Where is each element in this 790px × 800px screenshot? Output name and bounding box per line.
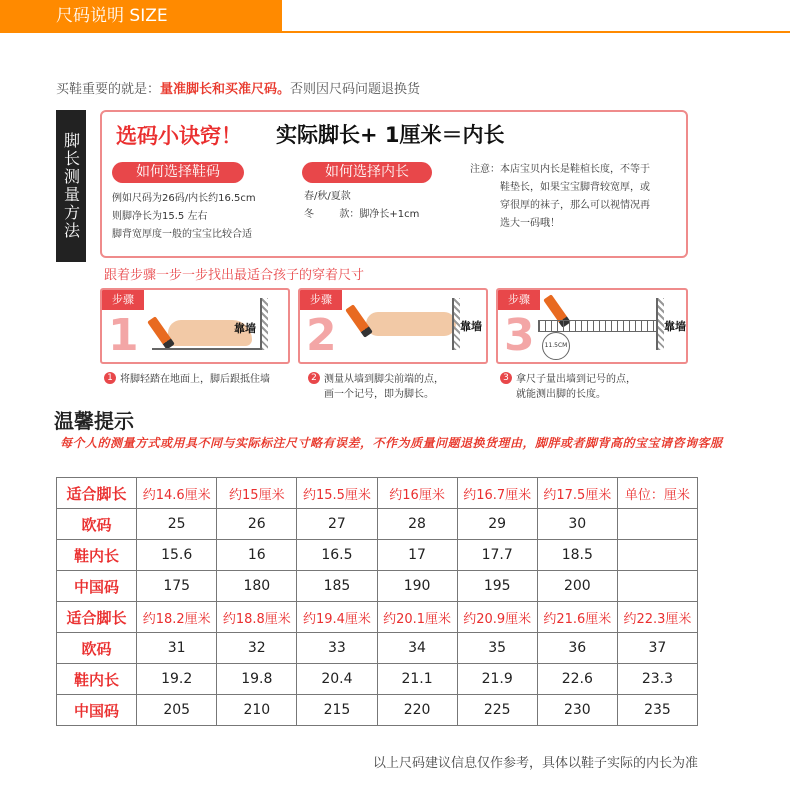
- table-cell: 约19.4厘米: [297, 602, 377, 633]
- row-label: 欧码: [57, 633, 137, 664]
- choose-size-line: 脚背宽厚度一般的宝宝比较合适: [112, 229, 252, 240]
- row-label: 中国码: [57, 571, 137, 602]
- choose-size-line: 例如尺码为26码/内长约16.5cm: [112, 193, 256, 204]
- table-cell: 215: [297, 695, 377, 726]
- ruler-label: 11.5CM: [542, 332, 570, 360]
- wall-label: 靠墙: [234, 322, 256, 335]
- table-cell: 16.5: [297, 540, 377, 571]
- tip-title: 选码小诀窍！: [116, 124, 242, 148]
- step-number: 1: [108, 310, 139, 361]
- table-cell: 180: [217, 571, 297, 602]
- note-line: 穿很厚的袜子，那么可以视情况再: [500, 200, 650, 211]
- intro-suffix: 否则因尺码问题退换货: [290, 82, 421, 97]
- table-row: [57, 633, 698, 664]
- step-3-caption: [500, 372, 636, 402]
- table-cell: 220: [377, 695, 457, 726]
- choose-size-text: [112, 190, 292, 244]
- floor-line: [152, 348, 262, 350]
- table-cell: 约14.6厘米: [137, 478, 217, 509]
- wall-label: 靠墙: [664, 320, 686, 333]
- table-cell: 22.6: [537, 664, 617, 695]
- choose-length-line: 冬 款：脚净长+1cm: [304, 209, 420, 220]
- table-cell: 25: [137, 509, 217, 540]
- table-cell: [617, 540, 697, 571]
- intro-highlight: 量准脚长和买准尺码。: [160, 82, 291, 97]
- table-cell: 23.3: [617, 664, 697, 695]
- row-label: 中国码: [57, 695, 137, 726]
- step-circle: 1: [104, 372, 116, 384]
- table-row: [57, 540, 698, 571]
- step-badge: 步骤: [300, 290, 342, 310]
- step-caption-line: 将脚轻踏在地面上，脚后跟抵住墙: [120, 374, 270, 385]
- table-cell: 34: [377, 633, 457, 664]
- table-cell: 235: [617, 695, 697, 726]
- step-number: 2: [306, 310, 337, 361]
- table-cell: [617, 509, 697, 540]
- table-cell: 175: [137, 571, 217, 602]
- table-cell: 约15厘米: [217, 478, 297, 509]
- table-cell: 21.1: [377, 664, 457, 695]
- step-caption-line: 画一个记号，即为脚长。: [324, 389, 434, 400]
- table-cell: 16: [217, 540, 297, 571]
- warm-tips-title: 温馨提示: [54, 409, 134, 433]
- table-cell: 35: [457, 633, 537, 664]
- choose-size-pill: 如何选择鞋码: [112, 162, 244, 183]
- step-caption-line: 拿尺子量出墙到记号的点，: [516, 374, 636, 385]
- table-cell: 约20.9厘米: [457, 602, 537, 633]
- step-circle: 3: [500, 372, 512, 384]
- table-cell: 230: [537, 695, 617, 726]
- warm-tips-text: 每个人的测量方式或用具不同与实际标注尺寸略有误差，不作为质量问题退换货理由，脚胖或者脚背高的宝宝请咨询客服: [60, 436, 723, 450]
- size-table: [56, 477, 698, 726]
- note-line: 注意：本店宝贝内长是鞋楦长度，不等于: [470, 164, 650, 175]
- foot-top-icon: [366, 312, 456, 336]
- note-line: 鞋垫长，如果宝宝脚背较宽厚，或: [500, 182, 650, 193]
- step-3-box: [496, 288, 688, 364]
- step-badge: 步骤: [102, 290, 144, 310]
- table-cell: 19.2: [137, 664, 217, 695]
- wall-icon: [260, 298, 268, 350]
- table-cell: 200: [537, 571, 617, 602]
- table-cell: 15.6: [137, 540, 217, 571]
- ruler-icon: [538, 320, 658, 332]
- table-cell: 33: [297, 633, 377, 664]
- steps-title: 跟着步骤一步一步找出最适合孩子的穿着尺寸: [104, 268, 365, 283]
- step-badge: 步骤: [498, 290, 540, 310]
- tip-note: [470, 161, 670, 233]
- wall-icon: [452, 298, 460, 350]
- step-2-caption: [308, 372, 444, 402]
- table-cell: 31: [137, 633, 217, 664]
- step-caption-line: 就能测出脚的长度。: [516, 389, 606, 400]
- table-row: [57, 571, 698, 602]
- table-cell: 约18.8厘米: [217, 602, 297, 633]
- table-cell: 17.7: [457, 540, 537, 571]
- step-circle: 2: [308, 372, 320, 384]
- row-label: 适合脚长: [57, 478, 137, 509]
- choose-size-line: 则脚净长为15.5 左右: [112, 211, 208, 222]
- step-1-box: [100, 288, 290, 364]
- table-cell: 190: [377, 571, 457, 602]
- note-line: 选大一码哦！: [500, 218, 560, 229]
- wall-label: 靠墙: [460, 320, 482, 333]
- intro-prefix: 买鞋重要的就是：: [56, 82, 161, 97]
- intro-text: [56, 78, 420, 97]
- table-cell: 17: [377, 540, 457, 571]
- table-row: [57, 509, 698, 540]
- table-cell: 约22.3厘米: [617, 602, 697, 633]
- table-cell: 约20.1厘米: [377, 602, 457, 633]
- table-header-row: [57, 478, 698, 509]
- step-1-caption: [104, 372, 270, 387]
- table-cell: 19.8: [217, 664, 297, 695]
- row-label: 鞋内长: [57, 540, 137, 571]
- choose-length-pill: 如何选择内长: [302, 162, 432, 183]
- step-caption-text: [516, 372, 636, 402]
- table-cell: 195: [457, 571, 537, 602]
- table-cell: 205: [137, 695, 217, 726]
- table-cell: 27: [297, 509, 377, 540]
- table-cell: 20.4: [297, 664, 377, 695]
- choose-length-line: 春/秋/夏款: [304, 191, 351, 202]
- table-cell: 185: [297, 571, 377, 602]
- row-label: 鞋内长: [57, 664, 137, 695]
- wall-icon: [656, 298, 664, 350]
- table-cell: 约18.2厘米: [137, 602, 217, 633]
- table-cell: [617, 571, 697, 602]
- table-cell: 28: [377, 509, 457, 540]
- table-cell: 单位：厘米: [617, 478, 697, 509]
- table-cell: 225: [457, 695, 537, 726]
- table-cell: 约15.5厘米: [297, 478, 377, 509]
- step-number: 3: [504, 310, 535, 361]
- step-caption-line: 测量从墙到脚尖前端的点，: [324, 374, 444, 385]
- table-cell: 约16厘米: [377, 478, 457, 509]
- table-cell: 约21.6厘米: [537, 602, 617, 633]
- table-cell: 36: [537, 633, 617, 664]
- table-row: [57, 664, 698, 695]
- footnote: 以上尺码建议信息仅作参考，具体以鞋子实际的内长为准: [372, 756, 698, 771]
- side-label: 脚长测量方法: [56, 110, 86, 262]
- row-label: 适合脚长: [57, 602, 137, 633]
- table-header-row: [57, 602, 698, 633]
- tip-formula: 实际脚长+ 1厘米＝内长: [276, 123, 505, 147]
- table-cell: 210: [217, 695, 297, 726]
- table-cell: 约16.7厘米: [457, 478, 537, 509]
- step-caption-text: [324, 372, 444, 402]
- table-cell: 21.9: [457, 664, 537, 695]
- table-cell: 37: [617, 633, 697, 664]
- table-cell: 30: [537, 509, 617, 540]
- choose-length-text: [304, 188, 464, 224]
- table-cell: 26: [217, 509, 297, 540]
- page-title: 尺码说明 SIZE DESCRIPTION: [0, 0, 282, 33]
- table-cell: 约17.5厘米: [537, 478, 617, 509]
- step-2-box: [298, 288, 488, 364]
- row-label: 欧码: [57, 509, 137, 540]
- table-row: [57, 695, 698, 726]
- table-cell: 32: [217, 633, 297, 664]
- table-cell: 29: [457, 509, 537, 540]
- table-cell: 18.5: [537, 540, 617, 571]
